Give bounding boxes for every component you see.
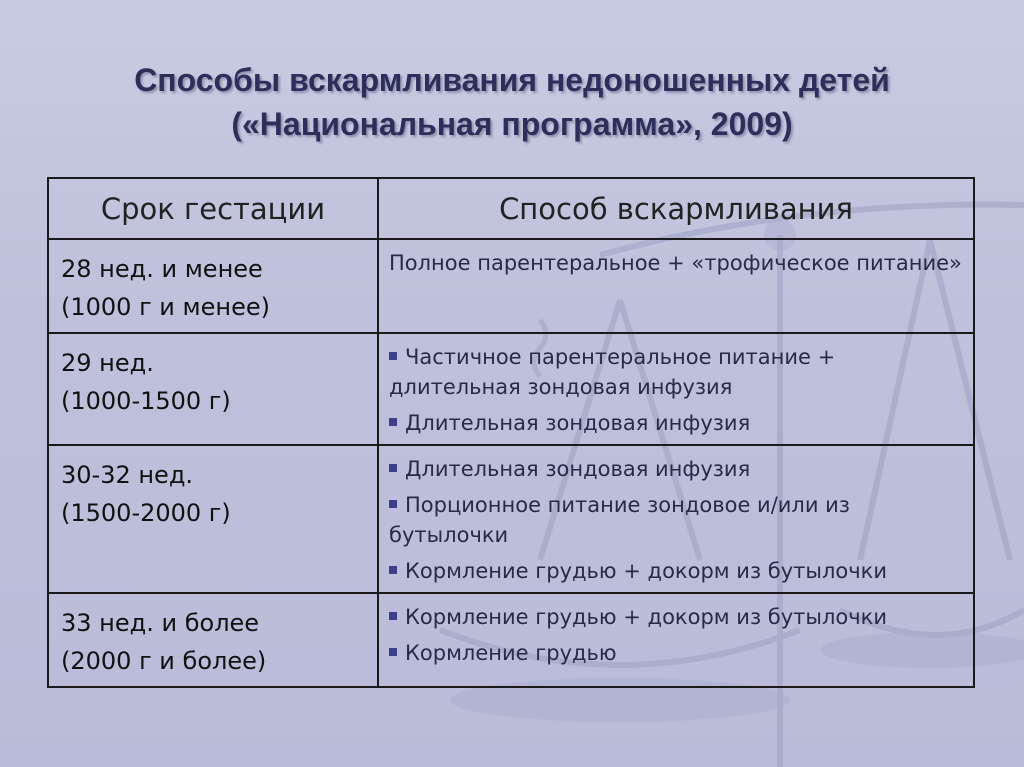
method-cell bbox=[378, 445, 974, 593]
method-item: Длительная зондовая инфузия bbox=[405, 411, 751, 435]
header-gestation: Срок гестации bbox=[48, 178, 378, 239]
method-item: Кормление грудью bbox=[405, 641, 617, 665]
gestation-cell bbox=[48, 239, 378, 333]
table-header-row bbox=[48, 178, 974, 239]
method-item: Кормление грудью + докорм из бутылочки bbox=[405, 559, 887, 583]
method-item: Частичное парентеральное питание + длительная зондовая инфузия bbox=[389, 345, 836, 399]
feeding-methods-table bbox=[47, 177, 975, 688]
square-bullet-icon bbox=[389, 464, 397, 472]
method-list-item bbox=[389, 454, 963, 484]
table-row bbox=[48, 239, 974, 333]
square-bullet-icon bbox=[389, 648, 397, 656]
method-list-item bbox=[389, 556, 963, 586]
square-bullet-icon bbox=[389, 612, 397, 620]
gestation-weeks: 29 нед. bbox=[61, 349, 154, 377]
header-method: Способ вскармливания bbox=[378, 178, 974, 239]
gestation-cell bbox=[48, 333, 378, 445]
title-line-1: Способы вскармливания недоношенных детей bbox=[134, 62, 890, 98]
gestation-weight: (1000 г и менее) bbox=[61, 293, 270, 321]
gestation-weight: (1500-2000 г) bbox=[61, 499, 231, 527]
method-item: Кормление грудью + докорм из бутылочки bbox=[405, 605, 887, 629]
gestation-weight: (1000-1500 г) bbox=[61, 387, 231, 415]
table-row bbox=[48, 445, 974, 593]
method-list-item bbox=[389, 342, 963, 402]
page-title bbox=[0, 58, 1024, 146]
square-bullet-icon bbox=[389, 352, 397, 360]
method-cell bbox=[378, 239, 974, 333]
table-row bbox=[48, 333, 974, 445]
square-bullet-icon bbox=[389, 500, 397, 508]
gestation-weeks: 28 нед. и менее bbox=[61, 255, 263, 283]
method-item: Длительная зондовая инфузия bbox=[405, 457, 751, 481]
gestation-cell bbox=[48, 593, 378, 687]
method-list-item bbox=[389, 638, 963, 668]
square-bullet-icon bbox=[389, 418, 397, 426]
method-cell bbox=[378, 593, 974, 687]
gestation-cell bbox=[48, 445, 378, 593]
gestation-weeks: 33 нед. и более bbox=[61, 609, 260, 637]
gestation-weeks: 30-32 нед. bbox=[61, 461, 194, 489]
method-cell bbox=[378, 333, 974, 445]
method-item: Порционное питание зондовое и/или из бутылочки bbox=[389, 493, 850, 547]
method-list-item bbox=[389, 408, 963, 438]
title-line-2: («Национальная программа», 2009) bbox=[231, 106, 793, 142]
method-list-item bbox=[389, 602, 963, 632]
method-list-item bbox=[389, 490, 963, 550]
table-row bbox=[48, 593, 974, 687]
gestation-weight: (2000 г и более) bbox=[61, 647, 267, 675]
square-bullet-icon bbox=[389, 566, 397, 574]
method-item: Полное парентеральное + «трофическое питание» bbox=[389, 251, 962, 275]
